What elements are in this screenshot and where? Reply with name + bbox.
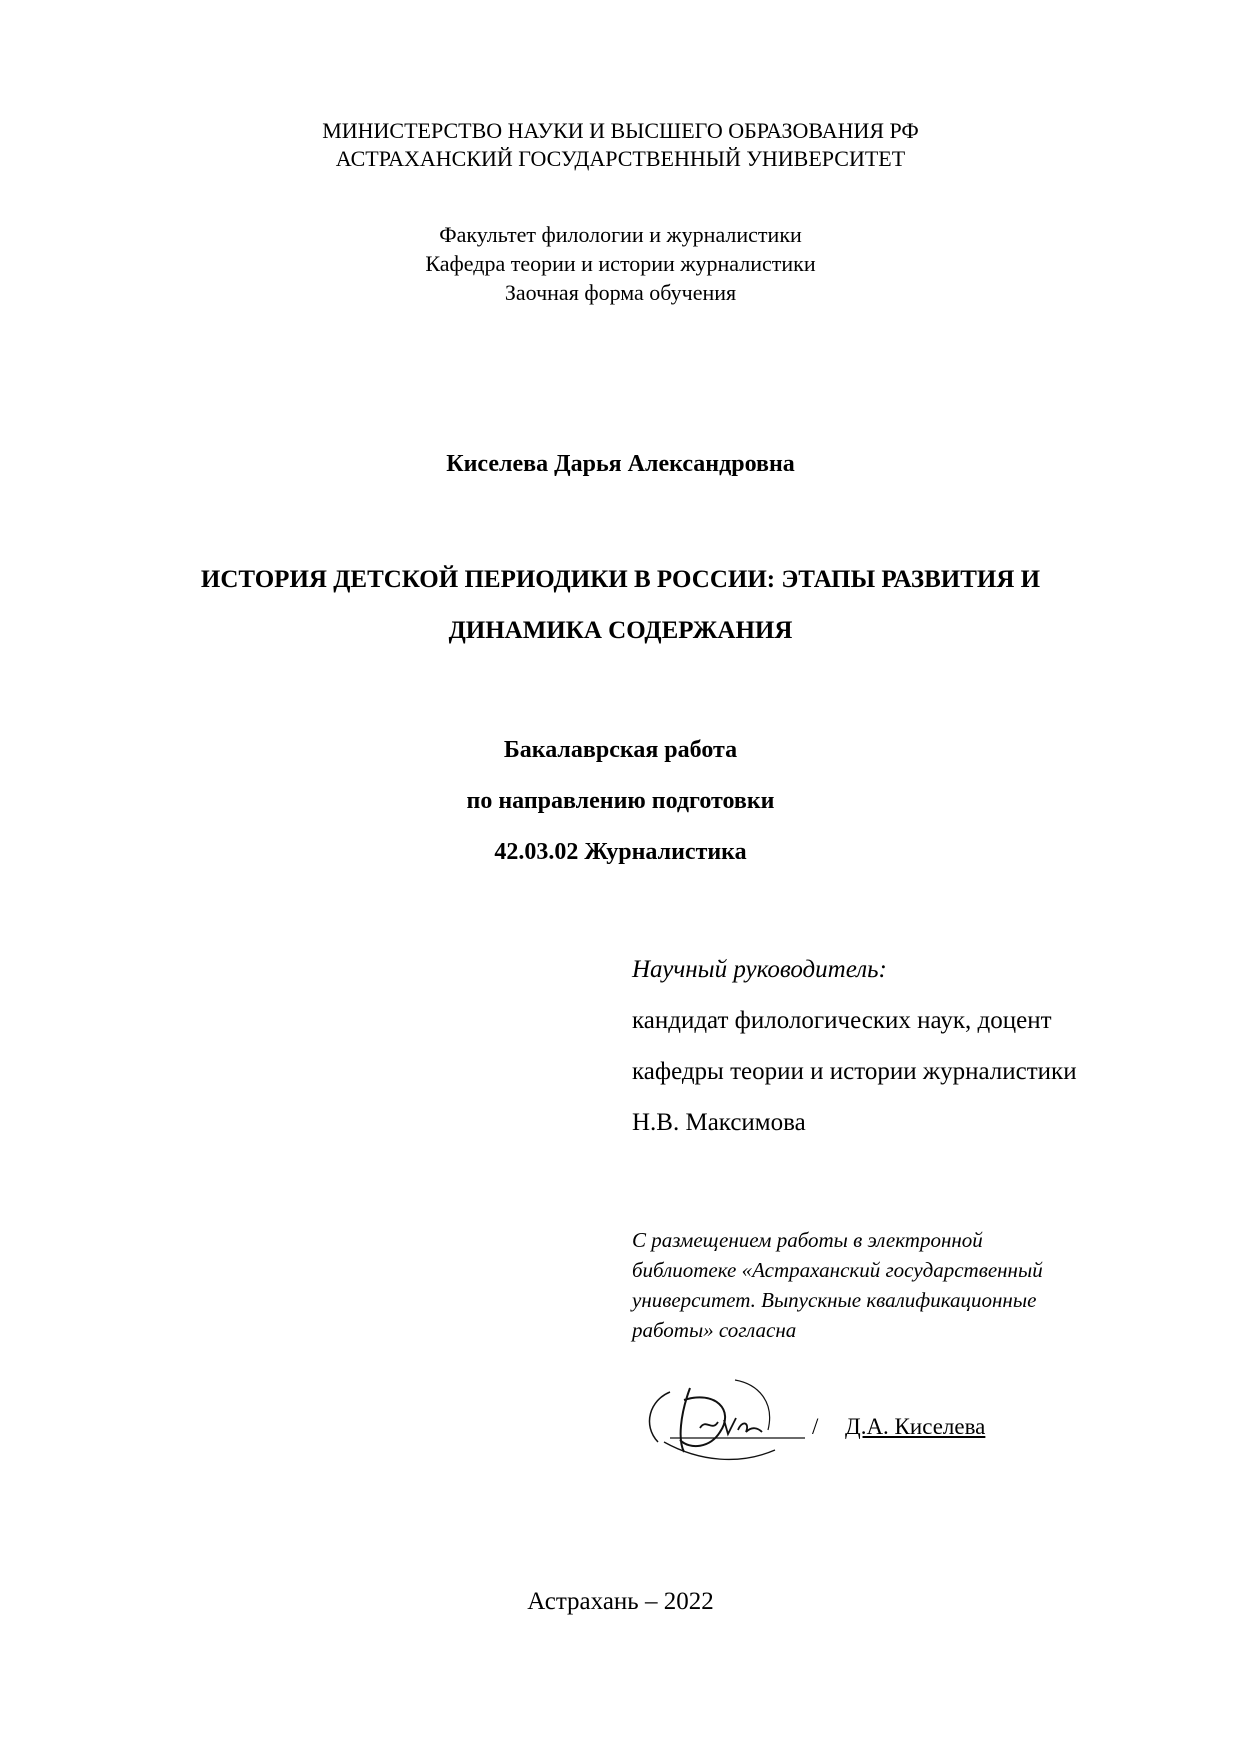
work-direction: по направлению подготовки <box>466 788 775 814</box>
study-form: Заочная форма обучения <box>504 280 737 305</box>
city-year: Астрахань – 2022 <box>527 1588 714 1615</box>
consent-line-3: университет. Выпускные квалификационные <box>632 1288 1037 1312</box>
work-specialty: 42.03.02 Журналистика <box>494 839 747 865</box>
faculty-name: Факультет филологии и журналистики <box>439 222 802 247</box>
university-name: АСТРАХАНСКИЙ ГОСУДАРСТВЕННЫЙ УНИВЕРСИТЕТ <box>335 146 906 171</box>
signature-block <box>640 1370 1060 1470</box>
handwritten-signature <box>640 1370 820 1470</box>
chair-name: Кафедра теории и истории журналистики <box>425 251 816 276</box>
supervisor-chair: кафедры теории и истории журналистики <box>632 1058 1077 1085</box>
consent-line-1: С размещением работы в электронной <box>632 1228 983 1252</box>
thesis-title-line-2: ДИНАМИКА СОДЕРЖАНИЯ <box>448 617 793 644</box>
signer-name: Д.А. Киселева <box>845 1414 986 1439</box>
supervisor-label: Научный руководитель: <box>632 956 887 983</box>
work-type: Бакалаврская работа <box>503 737 738 763</box>
signature-separator: / <box>812 1414 819 1439</box>
author-name: Киселева Дарья Александровна <box>446 451 795 477</box>
ministry-name: МИНИСТЕРСТВО НАУКИ И ВЫСШЕГО ОБРАЗОВАНИЯ РФ <box>322 118 919 143</box>
supervisor-degree: кандидат филологических наук, доцент <box>632 1007 1052 1034</box>
thesis-title-line-1: ИСТОРИЯ ДЕТСКОЙ ПЕРИОДИКИ В РОССИИ: ЭТАПЫ РАЗВИТИЯ И <box>200 566 1041 593</box>
consent-line-4: работы» согласна <box>632 1318 797 1342</box>
consent-line-2: библиотеке «Астраханский государственный <box>632 1258 1043 1282</box>
supervisor-name: Н.В. Максимова <box>632 1109 806 1136</box>
